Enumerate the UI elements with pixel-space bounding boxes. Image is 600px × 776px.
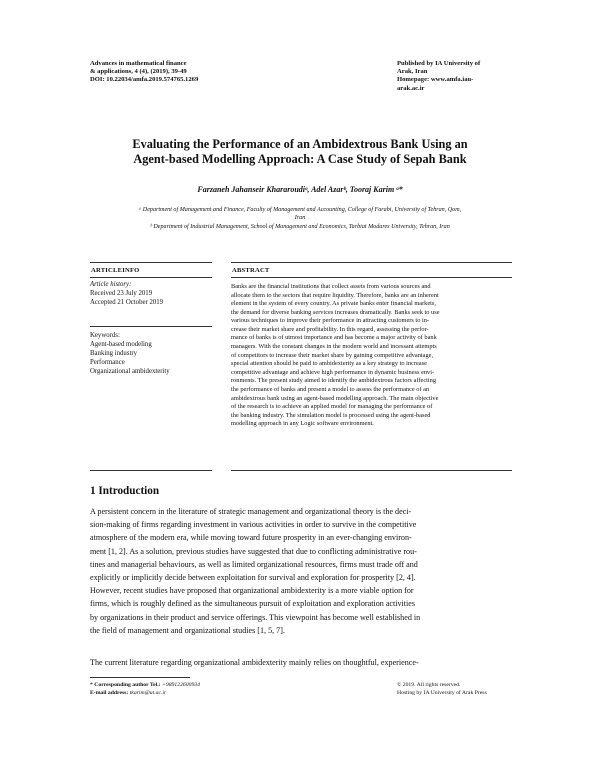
- footnote-copyright: [397, 681, 487, 697]
- paper-title: [90, 137, 510, 167]
- abstract-line: ronments. The present study aimed to identify the ambidextrous factors affecting: [231, 377, 437, 385]
- intro-paragraph-1: [90, 505, 512, 637]
- keywords-block: [90, 331, 212, 376]
- article-info-under-rule: [90, 277, 212, 278]
- email-line: [90, 689, 200, 697]
- abstract-line: of competitors to increase their market share by gaining competitive advantage,: [231, 351, 434, 359]
- abstract-line: managers. With the constant changes in the modern world and incessant attempts: [231, 343, 437, 351]
- abstract-line: of the research is to achieve an applied model for managing the performance of: [231, 403, 433, 411]
- body-line: ment [1, 2]. As a solution, previous studies have suggested that due to conflicting administrative rou-: [90, 546, 417, 556]
- homepage-line: Homepage: www.amfa.iau-: [397, 76, 474, 84]
- body-line: However, recent studies have proposed that organizational ambidexterity is a more viable option for: [90, 586, 414, 596]
- keyword-item: Agent-based modeling: [90, 341, 152, 348]
- title-line: Agent-based Modelling Approach: A Case Study of Sepah Bank: [133, 152, 467, 167]
- body-line: sion-making of firms regarding investment in various activities in order to survive in the competitive: [90, 520, 417, 530]
- abstract-line: modelling approach in any Logic software environment.: [231, 420, 374, 428]
- abstract-line: crease their market share and profitability. In this regard, assessing the perfor-: [231, 325, 429, 333]
- article-info-heading-sub: INFO: [122, 267, 140, 274]
- footnote-contact: [90, 681, 200, 697]
- publisher-line: Arak, Iran: [397, 68, 428, 76]
- footnote-rule: [90, 677, 190, 678]
- accepted-date: Accepted 21 October 2019: [90, 299, 164, 306]
- history-divider: [90, 326, 212, 327]
- abstract-line: allocate them to the sectors that require liquidity. Therefore, banks are an inherent: [231, 291, 439, 299]
- abstract-line: various techniques to improve their performance in attracting customers to in-: [231, 317, 430, 325]
- keyword-item: Banking industry: [90, 350, 138, 357]
- abstract-line: mance of banks is of utmost importance and has become a major activity of bank: [231, 334, 437, 342]
- phone-number: +989122600934: [162, 682, 200, 688]
- intro-paragraph-2: [90, 656, 512, 669]
- journal-line: Advances in mathematical finance: [90, 60, 187, 67]
- author-list: Farzaneh Jahanseir Khararoudiᵃ, Adel Azarᵇ, Tooraj Karim ᵃ*: [197, 185, 403, 194]
- body-line: by organizations in their product and service offerings. This viewpoint has become well established in: [90, 612, 421, 622]
- abstract-body: [231, 283, 512, 429]
- corresponding-label: * Corresponding author Tel.:: [90, 682, 161, 688]
- article-info-top-rule: [90, 262, 212, 263]
- abstract-heading: ABSTRACT: [232, 267, 270, 274]
- article-info-block: [90, 280, 212, 307]
- affiliation-a: [104, 206, 496, 222]
- article-info-bottom-rule: [90, 470, 212, 471]
- received-date: Received 23 July 2019: [90, 290, 153, 297]
- body-line: explicitly or implicitly decide between exploitation for survival and exploration for prosperity [2, 4].: [90, 573, 416, 583]
- keyword-item: Performance: [90, 359, 125, 366]
- email-address: tkarim@ut.ac.ir: [129, 690, 167, 696]
- abstract-line: ambidextrous bank using an agent-based modelling approach. The main objective: [231, 394, 439, 402]
- email-label: E-mail address:: [90, 690, 129, 696]
- keywords-label: Keywords:: [90, 332, 120, 339]
- affiliation-line: ᵇ Department of Industrial Management, School of Management and Economics, Tarbiat Modares University, Tehran, Iran: [150, 224, 450, 230]
- abstract-line: the performance of banks and present a model to assess the performance of an: [231, 385, 430, 393]
- introduction-heading: 1 Introduction: [90, 485, 160, 497]
- hosting-line: Hosting by IA University of Arak Press: [397, 690, 487, 696]
- body-line: the field of management and organizational studies [1, 5, 7].: [90, 625, 285, 635]
- publisher-line: Published by IA University of: [397, 60, 481, 67]
- title-line: Evaluating the Performance of an Ambidextrous Bank Using an: [132, 137, 468, 151]
- body-line: firms, which is roughly defined as the simultaneous pursuit of exploitation and exploration activities: [90, 599, 416, 609]
- body-line: A persistent concern in the literature of strategic management and organizational theory is the deci-: [90, 507, 412, 516]
- keyword-item: Organizational ambidexterity: [90, 368, 170, 375]
- journal-citation: [90, 60, 290, 85]
- affiliation-line: ᵃ Department of Management and Finance, Faculty of Management and Accounting, College of Farabi, University of Tehran, Qom,: [138, 207, 462, 213]
- abstract-line: Banks are the financial institutions that collect assets from various sources and: [231, 283, 431, 290]
- abstract-line: the demand for diverse banking services increases dramatically. Banks seek to use: [231, 308, 440, 316]
- abstract-line: competitive advantage and achieve high performance in dynamic business envi-: [231, 368, 435, 376]
- copyright-line: © 2019. All rights reserved.: [397, 682, 461, 688]
- journal-line: & applications, 4 (4), (2019), 39-49: [90, 68, 187, 76]
- article-info-heading-main: ARTICLE: [91, 267, 123, 274]
- body-line: tines and managerial behaviours, as well as limited organizational resources, firms must trade off and: [90, 559, 418, 569]
- abstract-bottom-rule: [231, 470, 512, 471]
- body-line: The current literature regarding organizational ambidexterity mainly relies on thoughtful, experience-: [90, 658, 419, 667]
- body-line: atmosphere of the modern era, while moving toward future prosperity in an ever-changing environ-: [90, 533, 412, 543]
- publisher-info: [397, 60, 517, 93]
- abstract-under-rule: [231, 277, 512, 278]
- article-info-heading: [91, 267, 140, 274]
- abstract-line: element in the system of every country. As private banks enter financial markets,: [231, 300, 436, 308]
- abstract-line: the banking industry. The simulation model is processed using the agent-based: [231, 411, 431, 419]
- abstract-line: special attention should be paid to ambidexterity as a key strategy to increase: [231, 360, 427, 368]
- history-label: Article history:: [90, 281, 132, 288]
- abstract-top-rule: [231, 262, 512, 263]
- affiliation-b: [104, 223, 496, 231]
- doi-line: DOI: 10.22034/amfa.2019.574765.1269: [90, 76, 199, 84]
- corresponding-author-line: [90, 681, 200, 689]
- homepage-line: arak.ac.ir: [397, 84, 425, 92]
- affiliation-line: Iran: [294, 215, 306, 221]
